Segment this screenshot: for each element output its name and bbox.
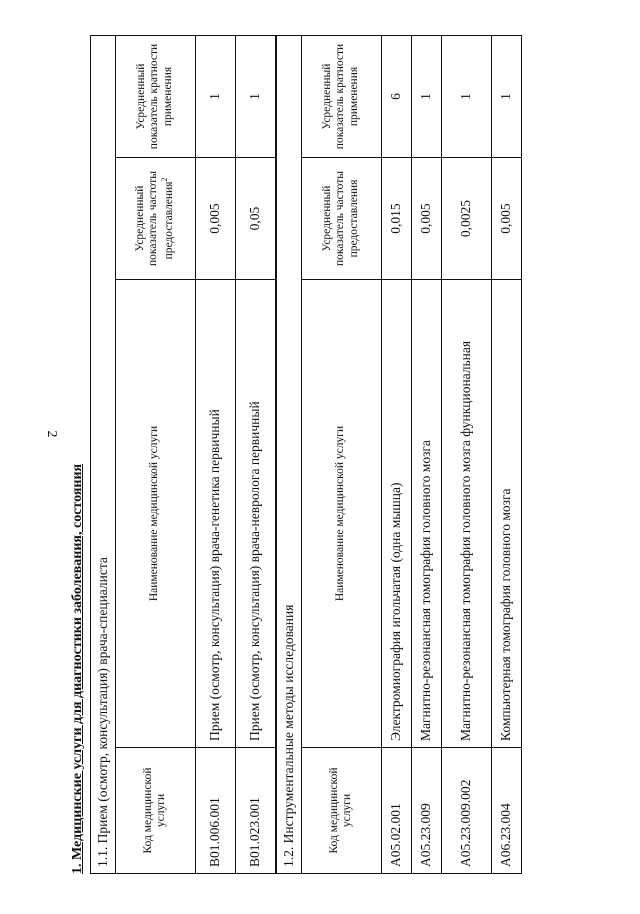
page-number: 2 (44, 430, 59, 438)
service-code: A05.23.009.002 (441, 748, 491, 874)
header-multiplicity: Усредненный показатель кратности применения (115, 36, 195, 158)
table-subtitle: 1.2. Инструментальные методы исследования (277, 35, 302, 873)
service-name: Прием (осмотр, консультация) врача-невролога первичный (235, 280, 275, 748)
header-name: Наименование медицинской услуги (301, 280, 381, 748)
table-row (235, 36, 275, 874)
frequency-value: 0,005 (195, 158, 235, 280)
service-name: Прием (осмотр, консультация) врача-генетика первичный (195, 280, 235, 748)
multiplicity-value: 1 (441, 35, 491, 157)
table-row (195, 36, 235, 874)
table-row (441, 35, 491, 873)
table-row (411, 35, 441, 873)
multiplicity-value: 6 (381, 35, 411, 157)
service-name: Компьютерная томография головного мозга (491, 280, 521, 748)
header-name: Наименование медицинской услуги (115, 280, 195, 748)
frequency-value: 0,005 (411, 158, 441, 280)
header-code: Код медицинской услуги (301, 748, 381, 874)
consultation-table (90, 35, 276, 874)
header-code: Код медицинской услуги (115, 748, 195, 874)
table-row (491, 35, 521, 873)
service-name: Магнитно-резонансная томография головного мозга функциональная (441, 280, 491, 748)
service-code: A06.23.004 (491, 748, 521, 874)
service-code: A05.02.001 (381, 748, 411, 874)
service-code: B01.006.001 (195, 748, 235, 874)
footnote-mark: 2 (160, 177, 170, 182)
multiplicity-value: 1 (195, 36, 235, 158)
frequency-value: 0,0025 (441, 158, 491, 280)
frequency-value: 0,05 (235, 158, 275, 280)
instrumental-methods-table (276, 35, 522, 874)
section-title: 1. Медицинские услуги для диагностики заболевания, состояния (70, 463, 85, 874)
table-row (381, 35, 411, 873)
service-name: Электромиография игольчатая (одна мышца) (381, 280, 411, 748)
header-frequency-text: Усредненный показатель частоты предоставления (133, 171, 176, 266)
frequency-value: 0,015 (381, 158, 411, 280)
header-frequency: Усредненный показатель частоты предоставления (301, 158, 381, 280)
table-subtitle: 1.1. Прием (осмотр, консультация) врача-специалиста (91, 36, 116, 874)
multiplicity-value: 1 (491, 35, 521, 157)
service-code: B01.023.001 (235, 748, 275, 874)
header-frequency (115, 158, 195, 280)
multiplicity-value: 1 (411, 35, 441, 157)
service-code: A05.23.009 (411, 748, 441, 874)
frequency-value: 0,005 (491, 158, 521, 280)
multiplicity-value: 1 (235, 36, 275, 158)
service-name: Магнитно-резонансная томография головного мозга (411, 280, 441, 748)
page-content (64, 36, 514, 874)
header-multiplicity: Усредненный показатель кратности применения (301, 35, 381, 157)
